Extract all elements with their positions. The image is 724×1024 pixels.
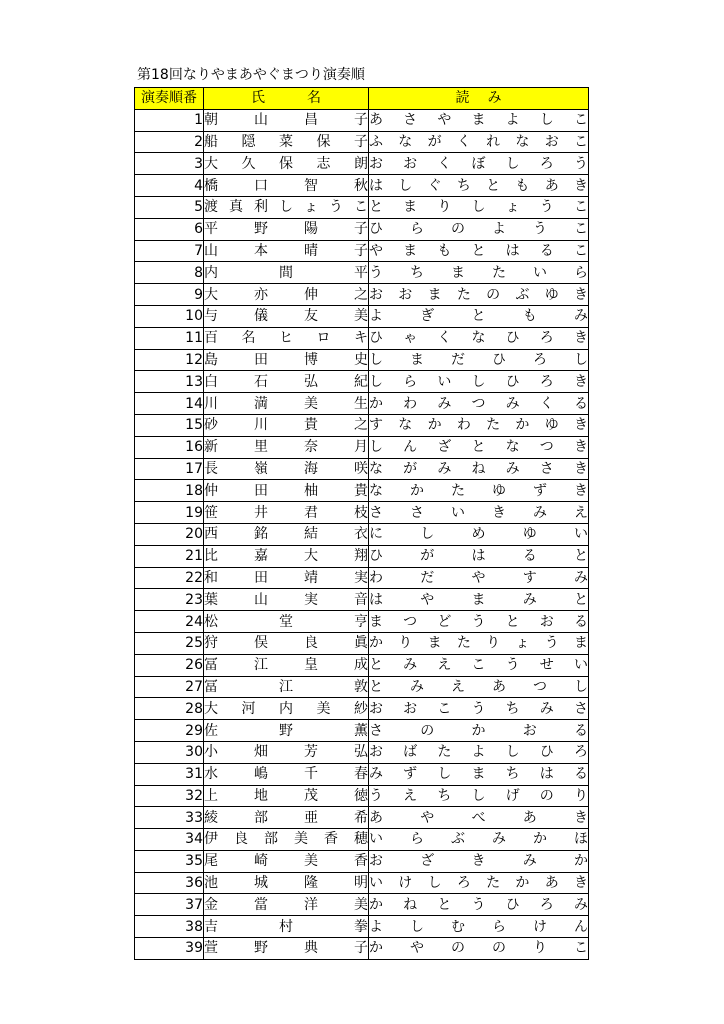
performer-reading (369, 284, 589, 306)
performer-reading (369, 567, 589, 589)
table-row (135, 393, 589, 415)
order-number: 13 (135, 371, 204, 393)
performer-reading (369, 632, 589, 654)
performer-reading (369, 480, 589, 502)
performer-name (204, 872, 369, 894)
table-row (135, 109, 589, 131)
table-row (135, 676, 589, 698)
table-row (135, 131, 589, 153)
order-number: 22 (135, 567, 204, 589)
table-row (135, 284, 589, 306)
performer-reading-text: お お こ う ち み さ (369, 700, 588, 717)
table-row (135, 371, 589, 393)
order-number: 7 (135, 240, 204, 262)
performer-reading (369, 175, 589, 197)
order-number: 23 (135, 589, 204, 611)
performer-reading-text: あ や べ あ き (369, 809, 588, 826)
performer-name-text: 小 畑 芳 弘 (204, 744, 368, 761)
performer-reading-text: い ら ぶ み か ほ (369, 831, 588, 848)
order-number: 35 (135, 850, 204, 872)
performer-reading-text: い け し ろ た か あ き (369, 875, 588, 892)
performer-reading-text: し ら い し ひ ろ き (369, 373, 588, 390)
performer-reading (369, 611, 589, 633)
order-number: 1 (135, 109, 204, 131)
table-row (135, 414, 589, 436)
performer-name-text: 砂 川 貴 之 (204, 417, 368, 434)
performer-name (204, 741, 369, 763)
performer-name (204, 327, 369, 349)
performance-order-table (134, 87, 589, 960)
performer-name-text: 仲 田 柚 貴 (204, 482, 368, 499)
performer-reading-text: ふ な が く れ な お こ (369, 133, 588, 150)
performer-reading-text: わ だ や す み (369, 569, 588, 586)
performer-reading-text: お ざ き み か (369, 853, 588, 870)
performer-reading-text: と ま り し ょ う こ (369, 199, 588, 216)
performer-reading (369, 262, 589, 284)
performer-reading (369, 131, 589, 153)
performer-name-text: 上 地 茂 徳 (204, 787, 368, 804)
performer-reading-text: に し め ゆ い (369, 526, 588, 543)
performer-name-text: 冨 江 敦 (204, 678, 368, 695)
performer-reading (369, 109, 589, 131)
performer-reading-text: は や ま み と (369, 591, 588, 608)
performer-reading (369, 240, 589, 262)
order-number: 32 (135, 785, 204, 807)
order-number: 19 (135, 502, 204, 524)
performer-reading (369, 327, 589, 349)
table-row (135, 523, 589, 545)
table-row (135, 654, 589, 676)
header-reading (369, 88, 589, 110)
performer-reading-text: ひ が は る と (369, 548, 588, 565)
table-row (135, 480, 589, 502)
performer-name (204, 567, 369, 589)
performer-name (204, 523, 369, 545)
table-row (135, 589, 589, 611)
order-number: 5 (135, 196, 204, 218)
performer-name-text: 池 城 隆 明 (204, 875, 368, 892)
performer-name-text: 和 田 靖 実 (204, 569, 368, 586)
performer-name-text: 朝 山 昌 子 (204, 112, 368, 129)
table-row (135, 894, 589, 916)
table-row (135, 262, 589, 284)
performer-name (204, 480, 369, 502)
table-row (135, 698, 589, 720)
performer-name-text: 佐 野 薫 (204, 722, 368, 739)
performer-name (204, 720, 369, 742)
performer-reading-text: と み え こ う せ い (369, 657, 588, 674)
performer-reading-text: お お ま た の ぶ ゆ き (369, 286, 588, 303)
performer-name-text: 冨 江 皇 成 (204, 657, 368, 674)
table-row (135, 218, 589, 240)
performer-name (204, 109, 369, 131)
table-row (135, 807, 589, 829)
performer-reading-text: う え ち し げ の り (369, 787, 588, 804)
order-number: 2 (135, 131, 204, 153)
performer-name-text: 比 嘉 大 翔 (204, 548, 368, 565)
order-number: 24 (135, 611, 204, 633)
performer-reading (369, 916, 589, 938)
order-number: 39 (135, 938, 204, 960)
performer-name-text: 西 銘 結 衣 (204, 526, 368, 543)
performer-reading-text: な が み ね み さ き (369, 460, 588, 477)
order-number: 31 (135, 763, 204, 785)
performer-reading-text: み ず し ま ち は る (369, 766, 588, 783)
performer-name-text: 白 石 弘 紀 (204, 373, 368, 390)
table-row (135, 567, 589, 589)
performer-reading (369, 829, 589, 851)
table-row (135, 938, 589, 960)
performer-reading (369, 807, 589, 829)
order-number: 21 (135, 545, 204, 567)
performer-reading (369, 502, 589, 524)
performer-name-text: 松 堂 亨 (204, 613, 368, 630)
performer-reading-text: ひ ゃ く な ひ ろ き (369, 330, 588, 347)
performer-name (204, 305, 369, 327)
performer-reading-text: さ の か お る (369, 722, 588, 739)
order-number: 38 (135, 916, 204, 938)
performer-name (204, 763, 369, 785)
performer-name (204, 196, 369, 218)
performer-name (204, 545, 369, 567)
performer-reading (369, 436, 589, 458)
performer-reading-text: あ さ や ま よ し こ (369, 112, 588, 129)
performer-name (204, 676, 369, 698)
order-number: 12 (135, 349, 204, 371)
table-row (135, 545, 589, 567)
performer-name (204, 829, 369, 851)
table-row (135, 720, 589, 742)
performer-reading-text: し ま だ ひ ろ し (369, 351, 588, 368)
performer-name (204, 436, 369, 458)
performer-reading-text: お お く ぼ し ろ う (369, 155, 588, 172)
performer-name (204, 807, 369, 829)
order-number: 28 (135, 698, 204, 720)
performer-name-text: 船 隠 菜 保 子 (204, 133, 368, 150)
performer-reading-text: す な か わ た か ゆ き (369, 417, 588, 434)
performer-reading (369, 218, 589, 240)
performer-name (204, 218, 369, 240)
performer-reading-text: お ば た よ し ひ ろ (369, 744, 588, 761)
performer-reading (369, 720, 589, 742)
performer-name (204, 131, 369, 153)
table-row (135, 305, 589, 327)
order-number: 26 (135, 654, 204, 676)
table-row (135, 632, 589, 654)
performer-name-text: 水 嶋 千 春 (204, 766, 368, 783)
order-number: 18 (135, 480, 204, 502)
performer-reading-text: よ ぎ と も み (369, 308, 588, 325)
table-row (135, 196, 589, 218)
table-row (135, 175, 589, 197)
order-number: 33 (135, 807, 204, 829)
table-row (135, 240, 589, 262)
performer-name-text: 狩 俣 良 眞 (204, 635, 368, 652)
performer-reading (369, 894, 589, 916)
performer-reading (369, 371, 589, 393)
table-row (135, 850, 589, 872)
performer-name-text: 山 本 晴 子 (204, 242, 368, 259)
performer-reading-text: と み え あ つ し (369, 678, 588, 695)
performer-name-text: 百 名 ヒ ロ キ (204, 330, 368, 347)
performer-name (204, 916, 369, 938)
table-row (135, 349, 589, 371)
performer-name-text: 金 當 洋 美 (204, 896, 368, 913)
performer-name (204, 371, 369, 393)
performer-name (204, 349, 369, 371)
header-row (135, 88, 589, 110)
table-row (135, 916, 589, 938)
performer-reading (369, 196, 589, 218)
performer-name (204, 240, 369, 262)
performer-name-text: 大 河 内 美 紗 (204, 700, 368, 717)
performer-name (204, 654, 369, 676)
order-number: 14 (135, 393, 204, 415)
table-row (135, 327, 589, 349)
performer-name (204, 938, 369, 960)
performer-name-text: 新 里 奈 月 (204, 439, 368, 456)
table-row (135, 829, 589, 851)
performer-name (204, 632, 369, 654)
table-row (135, 502, 589, 524)
order-number: 37 (135, 894, 204, 916)
performer-name-text: 長 嶺 海 咲 (204, 460, 368, 477)
performer-reading-text: よ し む ら け ん (369, 918, 588, 935)
table-row (135, 436, 589, 458)
performer-name-text: 尾 崎 美 香 (204, 853, 368, 870)
performer-reading-text: か り ま た り ょ う ま (369, 635, 588, 652)
performer-reading (369, 393, 589, 415)
page-title: 第18回なりやまあやぐまつり演奏順 (137, 67, 365, 83)
performer-name-text: 与 儀 友 美 (204, 308, 368, 325)
performer-name (204, 458, 369, 480)
performer-reading (369, 458, 589, 480)
header-name (204, 88, 369, 110)
order-number: 4 (135, 175, 204, 197)
performer-name (204, 153, 369, 175)
order-number: 9 (135, 284, 204, 306)
performer-name (204, 698, 369, 720)
performer-reading-text: さ さ い き み え (369, 504, 588, 521)
table-row (135, 763, 589, 785)
table-row (135, 611, 589, 633)
performer-name-text: 内 間 平 (204, 264, 368, 281)
performer-reading (369, 349, 589, 371)
order-number: 20 (135, 523, 204, 545)
performer-name-text: 笹 井 君 枝 (204, 504, 368, 521)
performer-reading (369, 153, 589, 175)
performer-reading (369, 850, 589, 872)
performer-name-text: 葉 山 実 音 (204, 591, 368, 608)
table-row (135, 153, 589, 175)
performer-name (204, 785, 369, 807)
performer-name-text: 平 野 陽 子 (204, 221, 368, 238)
performer-reading (369, 523, 589, 545)
performer-reading (369, 872, 589, 894)
order-number: 34 (135, 829, 204, 851)
table-row (135, 872, 589, 894)
performer-reading (369, 305, 589, 327)
performer-name (204, 284, 369, 306)
order-number: 8 (135, 262, 204, 284)
performer-name-text: 橋 口 智 秋 (204, 177, 368, 194)
performer-name-text: 萱 野 典 子 (204, 940, 368, 957)
order-number: 27 (135, 676, 204, 698)
order-number: 3 (135, 153, 204, 175)
performer-reading (369, 654, 589, 676)
performer-name (204, 175, 369, 197)
table-body (135, 109, 589, 959)
order-number: 6 (135, 218, 204, 240)
performer-name (204, 589, 369, 611)
performer-reading (369, 785, 589, 807)
order-number: 15 (135, 414, 204, 436)
order-number: 29 (135, 720, 204, 742)
header-name-text: 氏 名 (251, 90, 321, 107)
performer-name (204, 502, 369, 524)
table-row (135, 741, 589, 763)
performer-reading-text: か や の の り こ (369, 940, 588, 957)
performer-name (204, 894, 369, 916)
performer-reading (369, 698, 589, 720)
performer-reading-text: か わ み つ み く る (369, 395, 588, 412)
header-order: 演奏順番 (135, 88, 204, 110)
performer-name-text: 伊 良 部 美 香 穂 (204, 831, 368, 848)
performer-reading (369, 676, 589, 698)
performer-name-text: 大 久 保 志 朗 (204, 155, 368, 172)
performer-name-text: 大 亦 伸 之 (204, 286, 368, 303)
performer-name (204, 393, 369, 415)
performer-reading (369, 545, 589, 567)
performer-name-text: 渡 真 利 し ょ う こ (204, 199, 368, 216)
performer-reading-text: ま つ ど う と お る (369, 613, 588, 630)
performer-reading-text: や ま も と は る こ (369, 242, 588, 259)
performer-name-text: 川 満 美 生 (204, 395, 368, 412)
order-number: 25 (135, 632, 204, 654)
performer-name-text: 島 田 博 史 (204, 351, 368, 368)
table-row (135, 458, 589, 480)
performer-reading-text: し ん ざ と な つ き (369, 439, 588, 456)
performer-name (204, 414, 369, 436)
order-number: 16 (135, 436, 204, 458)
order-number: 17 (135, 458, 204, 480)
performer-reading-text: ひ ら の よ う こ (369, 221, 588, 238)
performer-reading (369, 414, 589, 436)
performer-reading-text: な か た ゆ ず き (369, 482, 588, 499)
order-number: 10 (135, 305, 204, 327)
performer-reading (369, 763, 589, 785)
header-reading-text: 読 み (455, 90, 502, 107)
order-number: 36 (135, 872, 204, 894)
performer-reading (369, 589, 589, 611)
performer-reading-text: う ち ま た い ら (369, 264, 588, 281)
performer-reading (369, 938, 589, 960)
performer-name (204, 850, 369, 872)
performer-name-text: 綾 部 亜 希 (204, 809, 368, 826)
performer-reading-text: は し ぐ ち と も あ き (369, 177, 588, 194)
performer-name-text: 吉 村 拳 (204, 918, 368, 935)
order-number: 11 (135, 327, 204, 349)
performer-name (204, 262, 369, 284)
performer-reading-text: か ね と う ひ ろ み (369, 896, 588, 913)
table-row (135, 785, 589, 807)
performer-reading (369, 741, 589, 763)
order-number: 30 (135, 741, 204, 763)
performer-name (204, 611, 369, 633)
